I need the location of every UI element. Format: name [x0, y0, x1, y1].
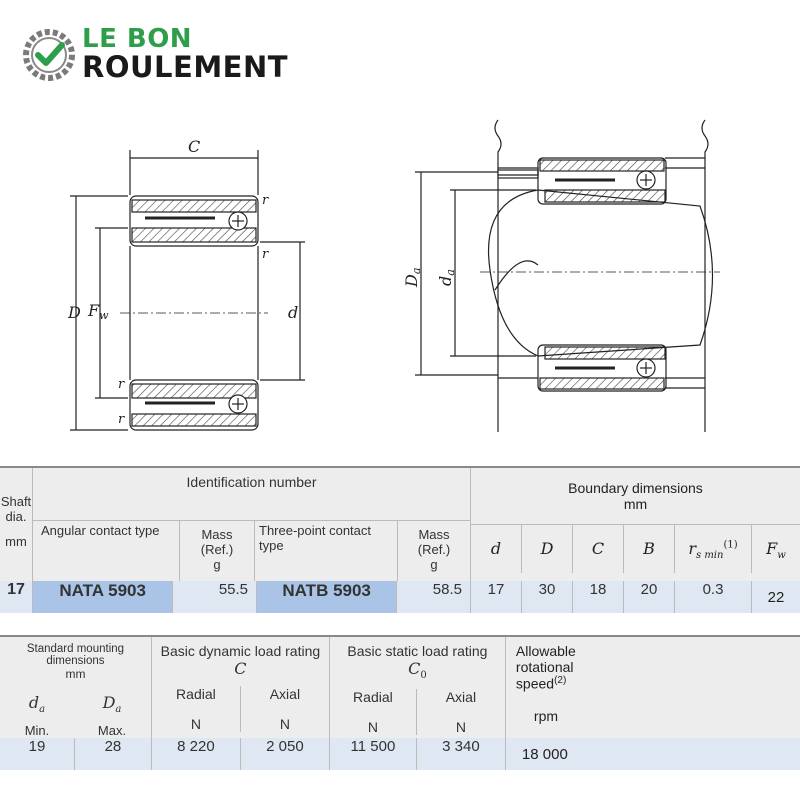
col-Fw: $F_w$ — [766, 539, 786, 562]
r-label-2: r — [262, 247, 269, 262]
col-Da: $D_a$ — [102, 693, 122, 716]
col-da: $d_a$ — [28, 693, 46, 716]
static-header — [329, 636, 505, 738]
value-stat-radial: 11 500 — [329, 738, 416, 770]
natb-designation: NATB 5903 — [257, 581, 397, 613]
dynamic-axial: Axial N — [269, 686, 301, 732]
natb-mass: 58.5 — [397, 581, 471, 613]
value-d: 17 — [471, 581, 522, 613]
col-rs: $r_{s min}^{(1)}$ — [675, 525, 752, 573]
logo-line1: LE BON — [82, 24, 193, 54]
col-C: C — [573, 525, 624, 573]
dynamic-symbol: C — [234, 659, 247, 678]
dim-D-label: D — [68, 303, 81, 322]
label-min: Min. — [24, 723, 50, 739]
angular-contact-type-label: Angular contact type — [33, 521, 180, 581]
value-Fw: 22 — [767, 588, 785, 606]
mounting-unit: mm — [65, 667, 86, 681]
three-point-contact-type-label: Three-point contact type — [255, 521, 398, 581]
speed-line3: speed$^{(2)}$ — [515, 675, 567, 692]
value-B: 20 — [624, 581, 675, 613]
mass-header-2: Mass (Ref.) g — [417, 527, 451, 572]
dynamic-radial: Radial N — [152, 686, 241, 732]
value-stat-axial: 3 340 — [416, 738, 505, 770]
shaft-header — [0, 467, 33, 581]
table2-row — [0, 738, 800, 770]
value-speed: 18 000 — [521, 745, 568, 763]
value-Da-max: 28 — [74, 738, 151, 770]
specs-table-2 — [0, 635, 800, 770]
dynamic-title: Basic dynamic load rating — [160, 643, 321, 659]
shaft-line1: Shaft — [0, 494, 32, 509]
boundary-title: Boundary dimensions — [568, 480, 703, 496]
value-rs: 0.3 — [675, 581, 752, 613]
value-da-min: 19 — [0, 738, 74, 770]
r-label-4: r — [118, 412, 125, 427]
logo — [22, 26, 302, 86]
shaft-value: 17 — [0, 581, 33, 613]
dim-Da-label: Da — [402, 267, 423, 287]
table1-row — [0, 581, 800, 613]
r-label-3: r — [118, 377, 125, 392]
boundary-unit: mm — [623, 496, 648, 512]
dim-da-label: da — [436, 269, 457, 286]
static-symbol: $C_0$ — [408, 659, 427, 682]
value-dyn-axial: 2 050 — [240, 738, 329, 770]
logo-line2: ROULEMENT — [82, 50, 289, 84]
static-axial: Axial N — [445, 689, 477, 736]
dim-d-label: d — [288, 303, 299, 322]
nata-mass: 55.5 — [173, 581, 257, 613]
shaft-line2: dia. — [5, 509, 27, 524]
r-label-1: r — [262, 193, 269, 208]
speed-line2: rotational — [515, 659, 574, 675]
gear-check-icon — [22, 28, 76, 82]
nata-designation: NATA 5903 — [33, 581, 173, 613]
value-C: 18 — [573, 581, 624, 613]
col-d: d — [471, 525, 522, 573]
specs-table-1 — [0, 466, 800, 613]
right-view — [415, 120, 720, 432]
bearing-drawing — [0, 110, 800, 440]
mounting-header — [0, 636, 151, 738]
col-D: D — [522, 525, 573, 573]
label-max: Max. — [97, 723, 127, 739]
dim-C-label: C — [188, 137, 201, 156]
left-view — [70, 150, 305, 430]
identification-number-title: Identification number — [186, 474, 317, 490]
col-B: B — [624, 525, 675, 573]
mass-header-1: Mass (Ref.) g — [180, 521, 255, 581]
dim-Fw-label: Fw — [88, 301, 109, 322]
static-radial: Radial N — [330, 689, 417, 735]
speed-header — [505, 636, 800, 738]
speed-unit: rpm — [533, 707, 559, 724]
speed-line1: Allowable — [515, 643, 576, 659]
shaft-unit: mm — [5, 534, 27, 549]
dynamic-header — [151, 636, 329, 738]
boundary-header — [471, 467, 800, 581]
value-dyn-radial: 8 220 — [151, 738, 240, 770]
mounting-title: Standard mounting dimensions — [26, 643, 125, 667]
value-D: 30 — [522, 581, 573, 613]
static-title: Basic static load rating — [347, 643, 488, 659]
identification-header — [33, 467, 471, 581]
